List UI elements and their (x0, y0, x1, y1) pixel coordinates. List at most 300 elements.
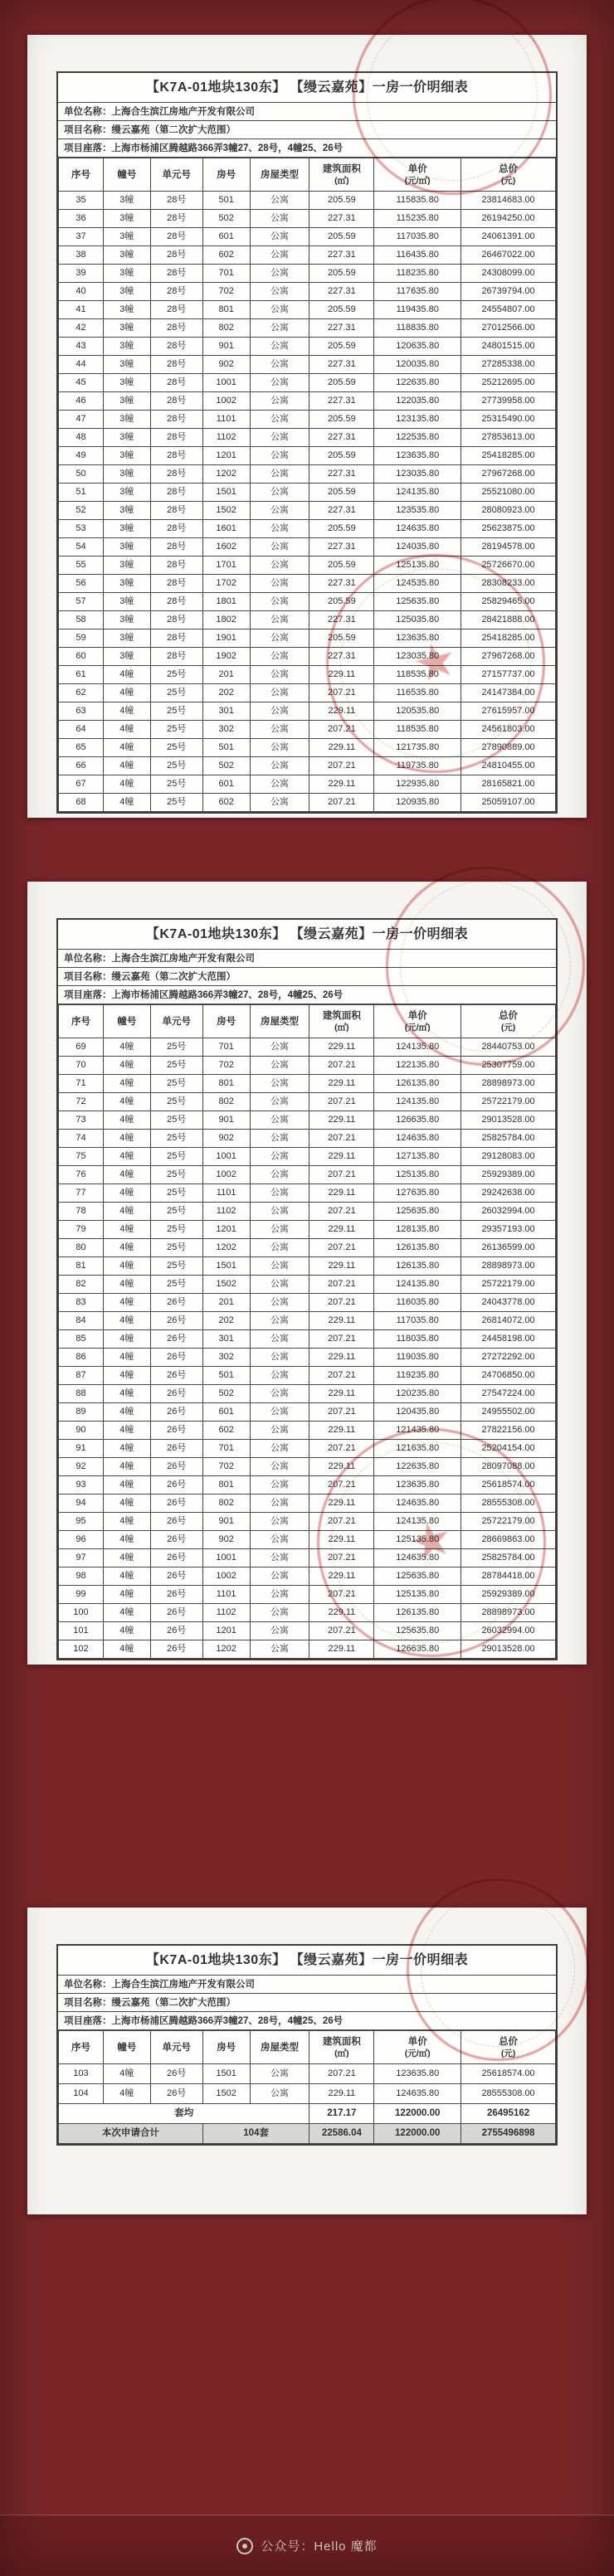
table-cell: 126135.80 (374, 1075, 461, 1093)
column-header: 序号 (59, 158, 104, 192)
table-cell: 117035.80 (374, 1312, 461, 1330)
table-cell: 3幢 (103, 265, 150, 283)
table-cell: 702 (202, 1057, 250, 1075)
table-cell: 公寓 (250, 520, 309, 538)
table-cell: 205.59 (309, 301, 374, 319)
table-cell: 26号 (150, 1330, 202, 1349)
table-cell: 41 (59, 301, 104, 319)
table-cell: 3幢 (103, 465, 150, 484)
table-row (59, 575, 556, 593)
table-cell: 25726670.00 (461, 557, 556, 575)
table-cell: 3幢 (103, 575, 150, 593)
info-address (58, 986, 556, 1004)
table-cell: 公寓 (250, 629, 309, 648)
table-cell: 1602 (202, 538, 250, 557)
table-cell: 48 (59, 429, 104, 447)
table-cell: 28555308.00 (461, 2084, 556, 2104)
table-cell: 24955502.00 (461, 1403, 556, 1422)
table-cell: 24554807.00 (461, 301, 556, 319)
table-cell: 116535.80 (374, 684, 461, 702)
table-cell: 122035.80 (374, 392, 461, 411)
table-cell: 24706850.00 (461, 1367, 556, 1385)
table-cell: 1002 (202, 392, 250, 411)
table-cell: 3幢 (103, 611, 150, 629)
table-cell: 99 (59, 1586, 104, 1604)
table-cell: 公寓 (250, 374, 309, 392)
table-row (59, 702, 556, 721)
table-cell: 59 (59, 629, 104, 648)
average-unit-price: 122000.00 (374, 2104, 461, 2124)
table-cell: 4幢 (103, 1038, 150, 1057)
table-row (59, 1221, 556, 1239)
table-cell: 120235.80 (374, 1385, 461, 1403)
project-value: 缦云嘉苑（第二次扩大范围） (111, 125, 236, 135)
table-row (59, 319, 556, 338)
table-cell: 118235.80 (374, 265, 461, 283)
table-cell: 公寓 (250, 1330, 309, 1349)
table-cell: 公寓 (250, 1549, 309, 1567)
table-cell: 4幢 (103, 1239, 150, 1257)
table-cell: 126635.80 (374, 1640, 461, 1659)
info-address (58, 139, 556, 158)
table-cell: 26号 (150, 1586, 202, 1604)
table-cell: 1001 (202, 374, 250, 392)
address-label: 项目座落： (64, 2016, 112, 2026)
table-cell: 61 (59, 666, 104, 684)
table-cell: 42 (59, 319, 104, 338)
table-cell: 1701 (202, 557, 250, 575)
table-cell: 25号 (150, 1130, 202, 1148)
table-cell: 83 (59, 1294, 104, 1312)
table-cell: 公寓 (250, 1111, 309, 1130)
info-project (58, 1994, 556, 2012)
table-cell: 63 (59, 702, 104, 721)
table-cell: 公寓 (250, 338, 309, 356)
table-cell: 29242638.00 (461, 1184, 556, 1203)
table-cell: 公寓 (250, 192, 309, 210)
table-cell: 4幢 (103, 739, 150, 757)
table-cell: 1101 (202, 411, 250, 429)
table-cell: 4幢 (103, 1130, 150, 1148)
table-cell: 4幢 (103, 2064, 150, 2084)
table-cell: 120935.80 (374, 794, 461, 812)
table-cell: 84 (59, 1312, 104, 1330)
table-cell: 3幢 (103, 648, 150, 666)
table-cell: 3幢 (103, 629, 150, 648)
table-cell: 4幢 (103, 721, 150, 739)
table-cell: 37 (59, 228, 104, 246)
table-row (59, 1349, 556, 1367)
table-row (59, 228, 556, 246)
table-cell: 27822156.00 (461, 1422, 556, 1440)
table-cell: 65 (59, 739, 104, 757)
table-cell: 26号 (150, 1367, 202, 1385)
table-row (59, 666, 556, 684)
table-cell: 3幢 (103, 392, 150, 411)
table-cell: 207.21 (309, 1057, 374, 1075)
table-cell: 127635.80 (374, 1184, 461, 1203)
table-cell: 3幢 (103, 502, 150, 520)
table-cell: 公寓 (250, 684, 309, 702)
table-cell: 28308233.00 (461, 575, 556, 593)
company-label: 单位名称： (64, 107, 112, 117)
table-cell: 44 (59, 356, 104, 374)
table-cell: 26号 (150, 1622, 202, 1640)
table-cell: 125635.80 (374, 1203, 461, 1221)
table-cell: 25418285.00 (461, 629, 556, 648)
table-row (59, 629, 556, 648)
table-row (59, 1403, 556, 1422)
info-company (58, 103, 556, 121)
table-cell: 802 (202, 1093, 250, 1111)
table-cell: 124135.80 (374, 1513, 461, 1531)
summary-total-row (59, 2124, 556, 2144)
table-cell: 49 (59, 447, 104, 465)
table-cell: 207.21 (309, 1586, 374, 1604)
table-cell: 26号 (150, 1549, 202, 1567)
table-header-row (59, 158, 556, 192)
table-row (59, 721, 556, 739)
table-row (59, 484, 556, 502)
table-cell: 3幢 (103, 447, 150, 465)
table-cell: 26号 (150, 1458, 202, 1476)
table-row (59, 648, 556, 666)
table-cell: 28号 (150, 502, 202, 520)
table-cell: 28号 (150, 593, 202, 611)
table-cell: 207.21 (309, 1622, 374, 1640)
table-cell: 120535.80 (374, 702, 461, 721)
price-table (58, 2030, 556, 2144)
table-cell: 24458198.00 (461, 1330, 556, 1349)
table-cell: 公寓 (250, 666, 309, 684)
table-cell: 46 (59, 392, 104, 411)
table-cell: 40 (59, 283, 104, 301)
table-cell: 202 (202, 684, 250, 702)
company-value: 上海合生滨江房地产开发有限公司 (111, 1980, 255, 1990)
table-cell: 公寓 (250, 702, 309, 721)
table-cell: 902 (202, 1130, 250, 1148)
table-cell: 56 (59, 575, 104, 593)
column-header: 总价 (元) (461, 1005, 556, 1038)
column-header: 总价 (元) (461, 158, 556, 192)
table-cell: 27967268.00 (461, 648, 556, 666)
table-cell: 28号 (150, 411, 202, 429)
table-row (59, 593, 556, 611)
table-cell: 227.31 (309, 465, 374, 484)
table-cell: 229.11 (309, 1148, 374, 1166)
table-cell: 1001 (202, 1148, 250, 1166)
table-cell: 公寓 (250, 557, 309, 575)
table-cell: 公寓 (250, 1622, 309, 1640)
table-cell: 24308099.00 (461, 265, 556, 283)
table-cell: 205.59 (309, 447, 374, 465)
table-row (59, 557, 556, 575)
table-cell: 公寓 (250, 1093, 309, 1111)
table-cell: 28097088.00 (461, 1458, 556, 1476)
table-cell: 26号 (150, 1513, 202, 1531)
table-cell: 27615957.00 (461, 702, 556, 721)
company-label: 单位名称： (64, 954, 112, 964)
table-cell: 28号 (150, 538, 202, 557)
table-cell: 1501 (202, 2064, 250, 2084)
column-header: 单价 (元/㎡) (374, 1005, 461, 1038)
table-cell: 4幢 (103, 1184, 150, 1203)
table-row (59, 301, 556, 319)
table-cell: 229.11 (309, 1495, 374, 1513)
column-header: 总价 (元) (461, 2031, 556, 2064)
table-cell: 43 (59, 338, 104, 356)
table-cell: 205.59 (309, 265, 374, 283)
table-cell: 3幢 (103, 228, 150, 246)
table-cell: 119235.80 (374, 1367, 461, 1385)
table-cell: 901 (202, 1513, 250, 1531)
table-cell: 4幢 (103, 1312, 150, 1330)
table-cell: 28440753.00 (461, 1038, 556, 1057)
table-cell: 29128083.00 (461, 1148, 556, 1166)
table-cell: 122135.80 (374, 1057, 461, 1075)
table-cell: 902 (202, 1531, 250, 1549)
table-cell: 229.11 (309, 1038, 374, 1057)
table-cell: 128135.80 (374, 1221, 461, 1239)
table-cell: 82 (59, 1276, 104, 1294)
table-cell: 26号 (150, 2064, 202, 2084)
table-cell: 104 (59, 2084, 104, 2104)
table-cell: 26号 (150, 1440, 202, 1458)
table-cell: 47 (59, 411, 104, 429)
table-cell: 124635.80 (374, 1130, 461, 1148)
table-cell: 125035.80 (374, 611, 461, 629)
project-value: 缦云嘉苑（第二次扩大范围） (111, 1998, 236, 2008)
table-cell: 4幢 (103, 1440, 150, 1458)
table-cell: 125135.80 (374, 1531, 461, 1549)
table-cell: 25号 (150, 775, 202, 794)
table-cell: 4幢 (103, 1640, 150, 1659)
table-cell: 119735.80 (374, 757, 461, 775)
table-cell: 71 (59, 1075, 104, 1093)
table-cell: 28号 (150, 465, 202, 484)
table-cell: 26号 (150, 1640, 202, 1659)
table-cell: 207.21 (309, 1330, 374, 1349)
table-cell: 24043778.00 (461, 1294, 556, 1312)
table-cell: 227.31 (309, 538, 374, 557)
table-cell: 701 (202, 265, 250, 283)
table-row (59, 246, 556, 265)
table-row (59, 283, 556, 301)
table-cell: 52 (59, 502, 104, 520)
table-cell: 207.21 (309, 1130, 374, 1148)
table-cell: 4幢 (103, 1403, 150, 1422)
table-cell: 公寓 (250, 411, 309, 429)
table-cell: 4幢 (103, 775, 150, 794)
table-cell: 1202 (202, 1640, 250, 1659)
table-cell: 227.31 (309, 319, 374, 338)
table-cell: 25722179.00 (461, 1513, 556, 1531)
table-cell: 36 (59, 210, 104, 228)
table-row (59, 1367, 556, 1385)
table-cell: 3幢 (103, 192, 150, 210)
table-cell: 76 (59, 1166, 104, 1184)
table-cell: 127135.80 (374, 1148, 461, 1166)
table-cell: 39 (59, 265, 104, 283)
table-cell: 207.21 (309, 1549, 374, 1567)
table-cell: 公寓 (250, 538, 309, 557)
table-cell: 4幢 (103, 1111, 150, 1130)
table-cell: 229.11 (309, 1567, 374, 1586)
table-cell: 4幢 (103, 1148, 150, 1166)
table-row (59, 1622, 556, 1640)
table-cell: 229.11 (309, 1640, 374, 1659)
table-cell: 229.11 (309, 1221, 374, 1239)
table-cell: 公寓 (250, 301, 309, 319)
price-table (58, 1004, 556, 1659)
total-count: 104套 (202, 2124, 309, 2144)
table-cell: 3幢 (103, 538, 150, 557)
table-row (59, 1640, 556, 1659)
table-cell: 公寓 (250, 593, 309, 611)
table-cell: 93 (59, 1476, 104, 1495)
table-cell: 4幢 (103, 794, 150, 812)
table-cell: 70 (59, 1057, 104, 1075)
column-header: 幢号 (103, 158, 150, 192)
table-cell: 27272292.00 (461, 1349, 556, 1367)
table-cell: 24147384.00 (461, 684, 556, 702)
info-address (58, 2012, 556, 2030)
table-cell: 124635.80 (374, 1549, 461, 1567)
table-cell: 69 (59, 1038, 104, 1057)
table-cell: 125635.80 (374, 593, 461, 611)
table-cell: 1001 (202, 1549, 250, 1567)
table-cell: 25825784.00 (461, 1130, 556, 1148)
table-cell: 4幢 (103, 1057, 150, 1075)
table-cell: 26194250.00 (461, 210, 556, 228)
table-cell: 124135.80 (374, 1276, 461, 1294)
table-cell: 25号 (150, 1057, 202, 1075)
table-cell: 117635.80 (374, 283, 461, 301)
table-row (59, 538, 556, 557)
table-cell: 602 (202, 246, 250, 265)
table-cell: 28号 (150, 392, 202, 411)
table-cell: 公寓 (250, 1367, 309, 1385)
table-cell: 25号 (150, 1093, 202, 1111)
table-cell: 801 (202, 1075, 250, 1093)
table-row (59, 1531, 556, 1549)
table-cell: 29357193.00 (461, 1221, 556, 1239)
table-row (59, 265, 556, 283)
table-cell: 28号 (150, 429, 202, 447)
address-label: 项目座落： (64, 990, 112, 1000)
table-row (59, 1057, 556, 1075)
table-cell: 27890889.00 (461, 739, 556, 757)
table-cell: 公寓 (250, 1458, 309, 1476)
table-cell: 4幢 (103, 1276, 150, 1294)
table-cell: 4幢 (103, 1330, 150, 1349)
table-cell: 26136599.00 (461, 1239, 556, 1257)
table-cell: 124135.80 (374, 484, 461, 502)
table-cell: 28555308.00 (461, 1495, 556, 1513)
table-cell: 123035.80 (374, 648, 461, 666)
price-table (58, 158, 556, 812)
info-company (58, 950, 556, 968)
table-cell: 205.59 (309, 484, 374, 502)
table-cell: 301 (202, 1330, 250, 1349)
table-row (59, 1276, 556, 1294)
column-header: 房屋类型 (250, 158, 309, 192)
table-cell: 25号 (150, 757, 202, 775)
table-cell: 301 (202, 702, 250, 721)
table-cell: 802 (202, 1495, 250, 1513)
table-cell: 227.31 (309, 611, 374, 629)
page-title: 【K7A-01地块130东】 【缦云嘉苑】一房一价明细表 (58, 73, 556, 103)
table-cell: 124635.80 (374, 1495, 461, 1513)
table-cell: 207.21 (309, 1513, 374, 1531)
table-cell: 902 (202, 356, 250, 374)
average-total: 26495162 (461, 2104, 556, 2124)
table-cell: 121435.80 (374, 1422, 461, 1440)
column-header: 建筑面积 (㎡) (309, 158, 374, 192)
table-cell: 4幢 (103, 1604, 150, 1622)
table-cell: 公寓 (250, 1221, 309, 1239)
table-cell: 公寓 (250, 721, 309, 739)
table-cell: 3幢 (103, 319, 150, 338)
table-cell: 1502 (202, 1276, 250, 1294)
table-cell: 125135.80 (374, 557, 461, 575)
table-cell: 119035.80 (374, 1349, 461, 1367)
table-cell: 80 (59, 1239, 104, 1257)
table-cell: 207.21 (309, 1403, 374, 1422)
table-cell: 26号 (150, 1349, 202, 1367)
table-cell: 117035.80 (374, 228, 461, 246)
table-cell: 123135.80 (374, 411, 461, 429)
table-cell: 25号 (150, 1111, 202, 1130)
table-cell: 227.31 (309, 283, 374, 301)
table-row (59, 392, 556, 411)
table-cell: 901 (202, 1111, 250, 1130)
column-header: 单元号 (150, 1005, 202, 1038)
table-cell: 94 (59, 1495, 104, 1513)
table-cell: 60 (59, 648, 104, 666)
table-cell: 123635.80 (374, 447, 461, 465)
table-cell: 公寓 (250, 356, 309, 374)
table-cell: 25307759.00 (461, 1057, 556, 1075)
summary-average-row (59, 2104, 556, 2124)
table-cell: 公寓 (250, 447, 309, 465)
column-header: 幢号 (103, 1005, 150, 1038)
table-cell: 3幢 (103, 338, 150, 356)
table-cell: 24061391.00 (461, 228, 556, 246)
table-cell: 26号 (150, 1531, 202, 1549)
table-cell: 227.31 (309, 429, 374, 447)
table-cell: 28号 (150, 265, 202, 283)
table-cell: 26467022.00 (461, 246, 556, 265)
table-cell: 1601 (202, 520, 250, 538)
table-cell: 227.31 (309, 502, 374, 520)
table-cell: 公寓 (250, 648, 309, 666)
table-cell: 公寓 (250, 1312, 309, 1330)
table-cell: 124135.80 (374, 1093, 461, 1111)
table-cell: 26号 (150, 1312, 202, 1330)
table-cell: 26032994.00 (461, 1203, 556, 1221)
table-row (59, 192, 556, 210)
table-cell: 公寓 (250, 1385, 309, 1403)
address-value: 上海市杨浦区腾越路366弄3幢27、28号，4幢25、26号 (111, 990, 344, 1000)
table-cell: 公寓 (250, 2064, 309, 2084)
wechat-icon (236, 2538, 253, 2554)
table-cell: 27739958.00 (461, 392, 556, 411)
table-cell: 公寓 (250, 2084, 309, 2104)
table-cell: 119435.80 (374, 301, 461, 319)
table-cell: 227.31 (309, 210, 374, 228)
table-cell: 4幢 (103, 1513, 150, 1531)
